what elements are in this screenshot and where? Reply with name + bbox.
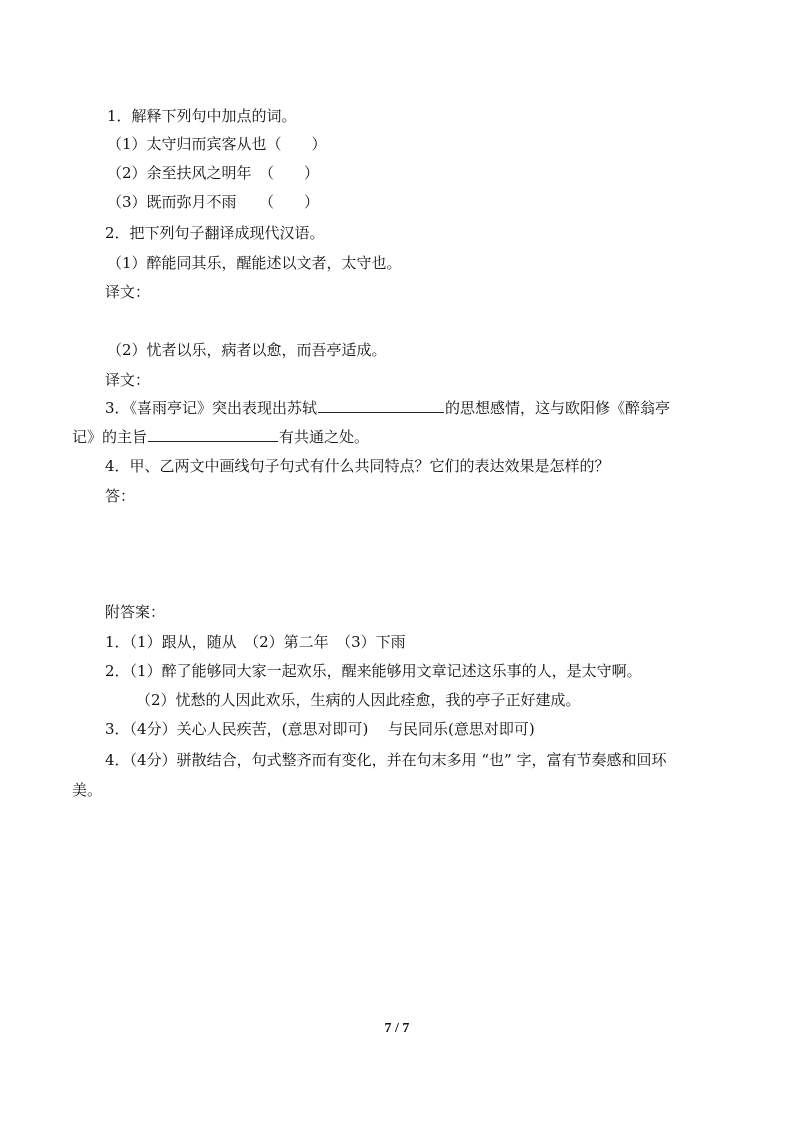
question-1-item-1: （1）太守归而宾客从也（ ）: [107, 135, 327, 153]
answer-3: 3．（4分）关心人民疾苦，(意思对即可) 与民同乐(意思对即可): [105, 720, 535, 738]
answer-2-part-1: 2．（1）醉了能够同大家一起欢乐，醒来能够用文章记述这乐事的人，是太守啊。: [105, 662, 642, 680]
question-2-answer-label-2: 译文：: [105, 371, 151, 389]
question-2-title: 2．把下列句子翻译成现代汉语。: [105, 224, 325, 242]
question-3-text-after-blank-2: 有共通之处。: [279, 428, 370, 446]
question-2-item-2: （2）忧者以乐，病者以愈，而吾亭适成。: [107, 341, 387, 359]
question-3-text-before-blank-2: 记》的主旨: [72, 428, 148, 446]
question-1-item-2: （2）余至扶风之明年 （ ）: [107, 164, 320, 182]
answer-4-line-1: 4．（4分）骈散结合，句式整齐而有变化，并在句末多用 “也” 字，富有节奏感和回环: [105, 751, 667, 769]
fill-blank-1[interactable]: [318, 398, 444, 413]
question-3-text-before-blank-1: 3．《喜雨亭记》突出表现出苏轼: [105, 399, 318, 417]
question-2-answer-label-1: 译文：: [105, 283, 151, 301]
question-1-item-3: （3）既而弥月不雨 （ ）: [107, 193, 320, 211]
question-4-answer-label: 答：: [105, 487, 136, 505]
answer-2-part-2: （2）忧愁的人因此欢乐，生病的人因此痊愈，我的亭子正好建成。: [136, 691, 581, 709]
question-3-line-2: [72, 427, 369, 447]
page-number: 7 / 7: [384, 1021, 410, 1036]
answers-heading: 附答案：: [105, 603, 166, 621]
question-4-title: 4．甲、乙两文中画线句子句式有什么共同特点？它们的表达效果是怎样的？: [105, 457, 610, 475]
question-3-line-1: [105, 398, 670, 418]
fill-blank-2[interactable]: [148, 427, 278, 442]
question-3-text-after-blank-1: 的思想感情，这与欧阳修《醉翁亭: [445, 399, 671, 417]
question-2-item-1: （1）醉能同其乐，醒能述以文者，太守也。: [107, 254, 402, 272]
question-1-title: 1．解释下列句中加点的词。: [107, 107, 297, 125]
answer-4-line-2: 美。: [72, 781, 103, 799]
answer-1: 1．（1）跟从，随从 （2）第二年 （3）下雨: [105, 633, 406, 651]
